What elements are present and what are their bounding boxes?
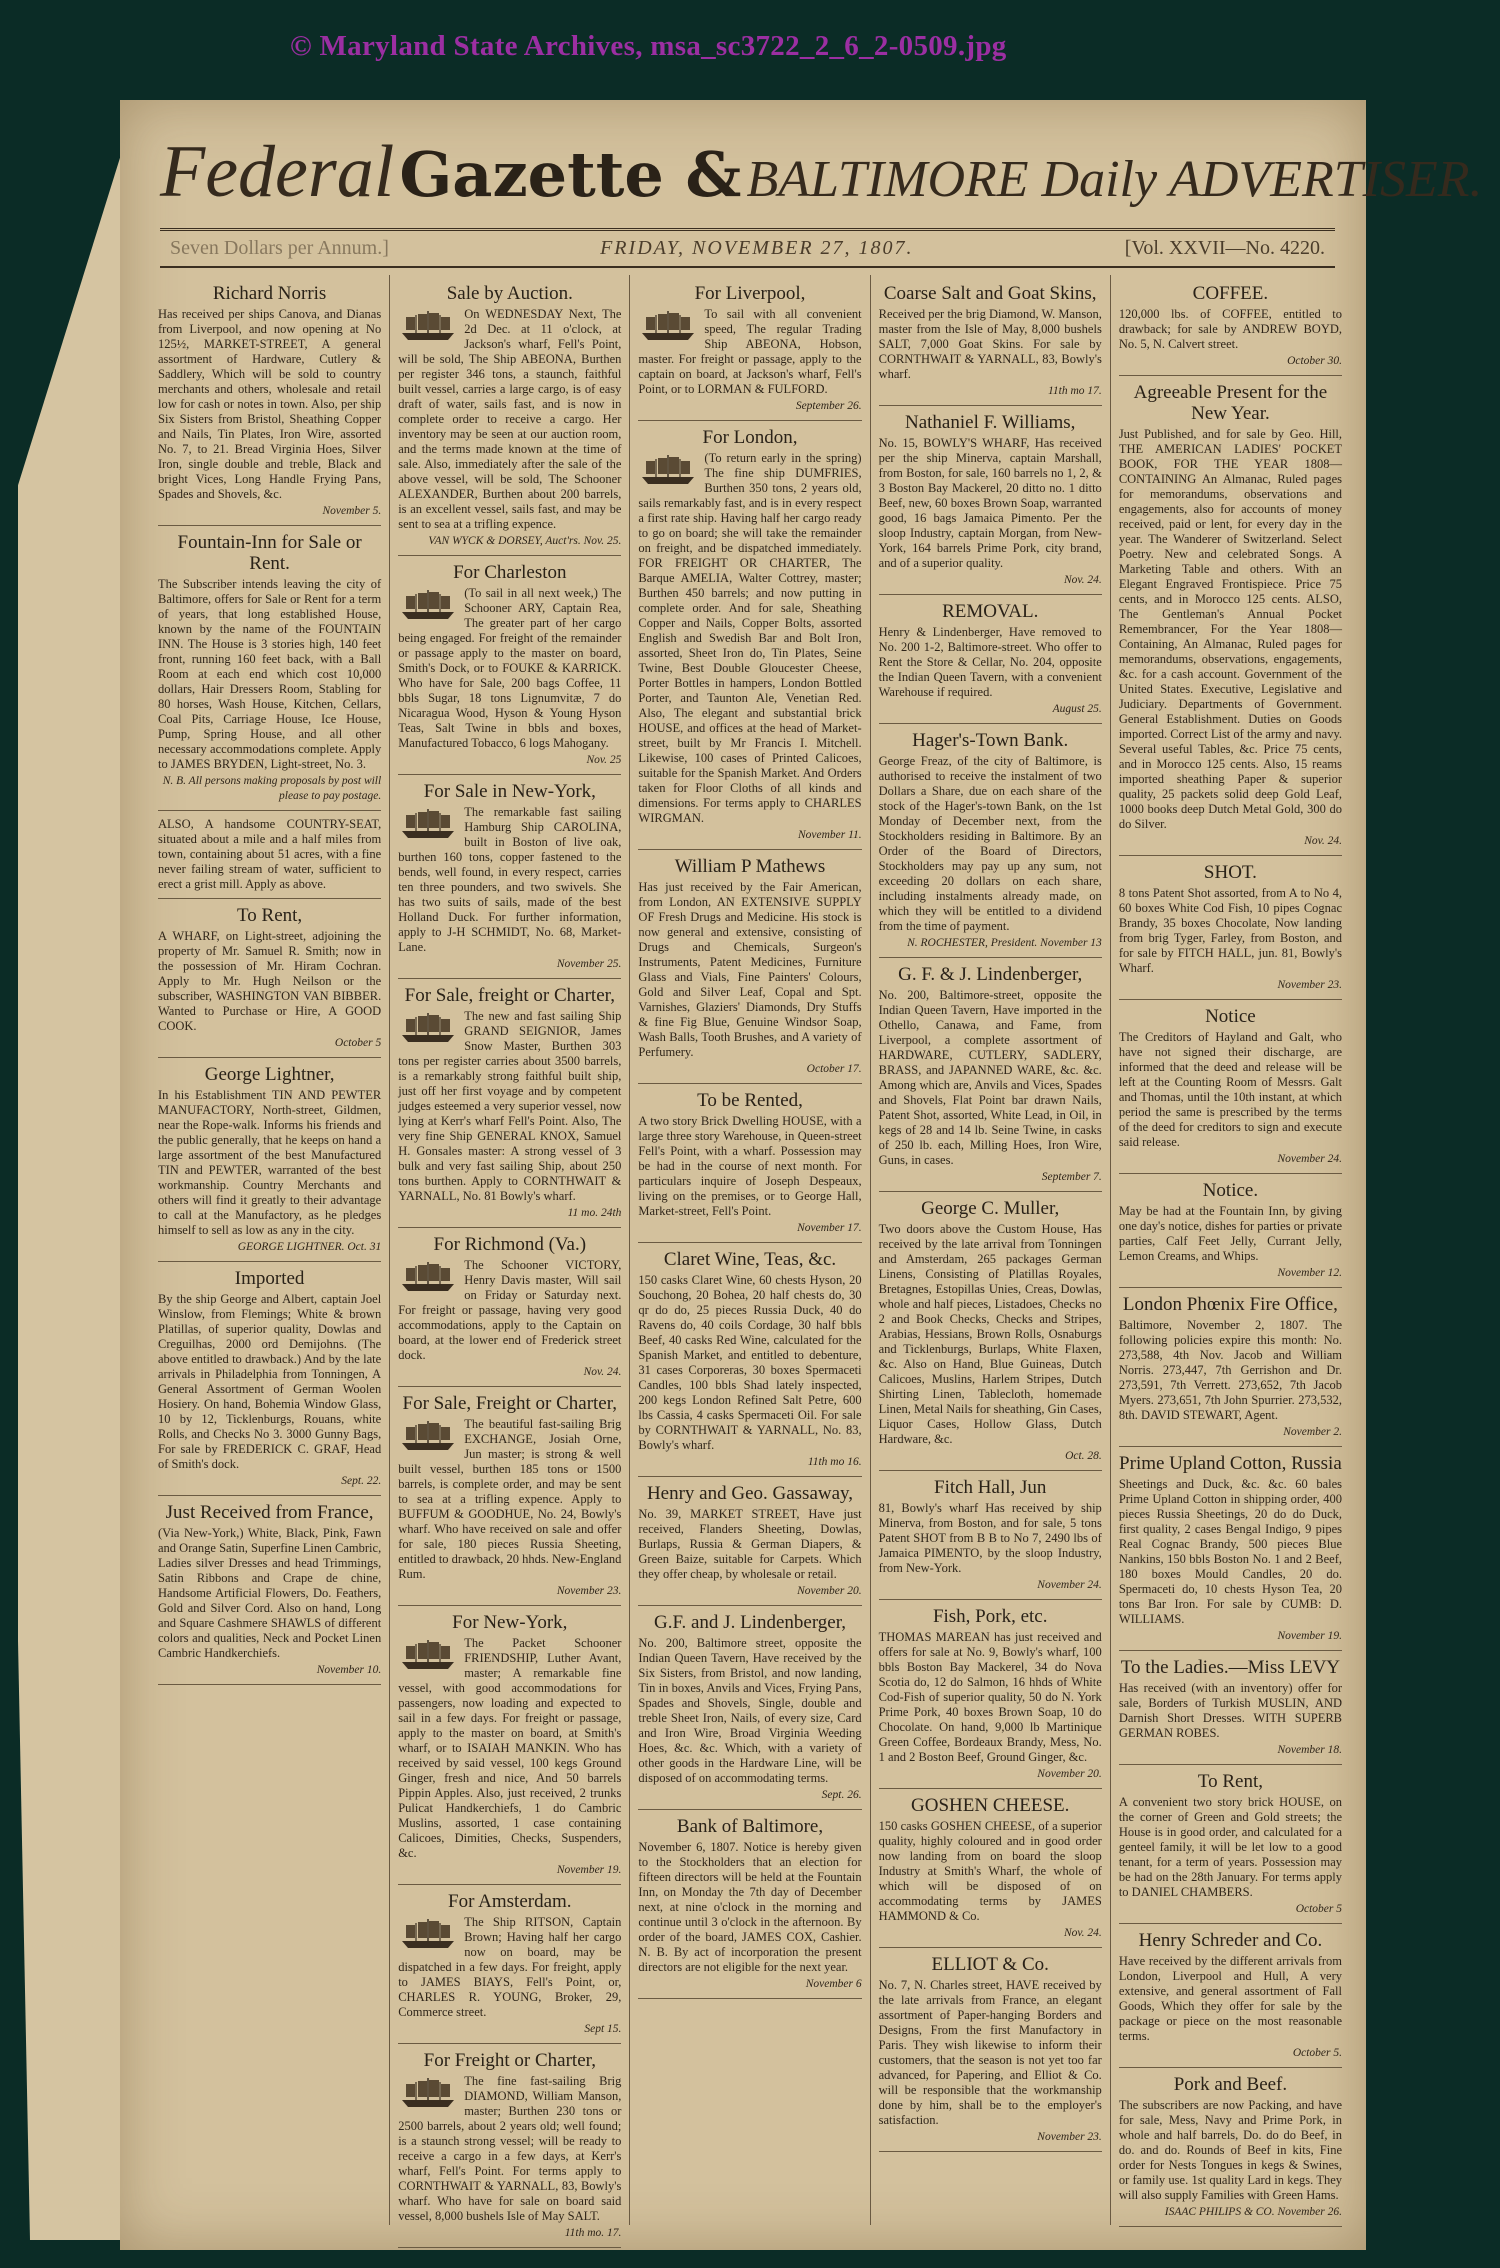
advertisement: [398, 781, 621, 979]
ad-title: For Amsterdam.: [448, 1891, 572, 1912]
advertisement: [638, 1816, 861, 1999]
advertisement: [398, 562, 621, 775]
ad-signature: November 11.: [797, 829, 862, 841]
advertisement: [398, 1612, 621, 1885]
ad-signature: November 6: [805, 1978, 862, 1990]
ad-title: Bank of Baltimore,: [676, 1816, 824, 1837]
advertisement: [638, 1612, 861, 1810]
advertisement: [1119, 1657, 1342, 1765]
ad-title: London Phœnix Fire Office,: [1122, 1294, 1338, 1315]
ad-body: Has just received by the Fair American, from London, AN EXTENSIVE SUPPLY OF Fresh Drugs and Medicine. His stock is now general and extensive, consisting of Drugs and Chemicals, Surgeon's Instruments, Patent Medicines, Furniture Glass and Vials, Fine Painters' Colours, Gold and Silver Leaf, Copal and Spt. Varnishes, Glaziers' Diamonds, Dry Stuffs & fine Fig Blue, Genuine Windsor Soap, Wash Balls, Tooth Brushes, and A variety of Perfumery.: [638, 880, 862, 1059]
ad-title: COFFEE.: [1192, 283, 1269, 304]
ad-signature: October 5: [334, 1037, 382, 1049]
ship-icon: [398, 1638, 458, 1672]
ad-title: Just Received from France,: [165, 1502, 374, 1523]
ad-body: A two story Brick Dwelling HOUSE, with a large three story Warehouse, in Queen-street Fell's Point, with a wharf. Possession may be had in the course of next month. For particulars inquire of Joseph Despeaux, living on the premises, or to George Hall, Market-street, Fell's Point.: [638, 1114, 862, 1218]
advertisement: [638, 283, 861, 421]
advertisement: [879, 283, 1102, 406]
ad-title: For Freight or Charter,: [423, 2050, 596, 2071]
ad-title: William P Mathews: [674, 856, 826, 877]
ad-body: By the ship George and Albert, captain Joel Winslow, from Flemings; White & brown Platillas, of superior quality, Dowlas and Creguilhas, 2000 ord Demijohns. (The above entitled to drawback.) And by the late arrivals in Philadelphia from Tonningen, A General Assortment of German Woolen Hosiery. On hand, Bohemia Window Glass, 10 by 12, Ticklenburgs, Rouans, white Rolls, and Checks No 3. 3000 Gunny Bags, For sale by FREDERICK C. GRAF, Head of Smith's dock.: [158, 1292, 382, 1471]
ad-title: Agreeable Present for the New Year.: [1133, 382, 1328, 424]
dateline: [160, 228, 1335, 268]
advertisement: [398, 1891, 621, 2044]
ad-body: Henry & Lindenberger, Have removed to No. 200 1-2, Baltimore-street. Who offer to Rent the Store & Cellar, No. 204, opposite the Indian Queen Tavern, with a convenient Warehouse if required.: [878, 625, 1102, 699]
ad-body: No. 7, N. Charles street, HAVE received by the late arrivals from France, an elegant assortment of Paper-hanging Borders and Designs, From the first Manufactory in Paris. They wish likewise to inform their customers, that the season is not yet too far advanced, for Papering, and Elliot & Co. will be responsible that the workmanship done by him, shall be to the employer's satisfaction.: [878, 1978, 1102, 2127]
newspaper-page: [120, 100, 1483, 2250]
ad-title: Claret Wine, Teas, &c.: [663, 1249, 837, 1270]
advertisement: [1119, 1006, 1342, 1174]
ship-icon: [638, 309, 698, 343]
ad-body: 81, Bowly's wharf Has received by ship Minerva, from Boston, and for sale, 5 tons Patent SHOT from B B to No 7, 2490 lbs of Jamaica PIMENTO, by the sloop Industry, from New-York.: [878, 1501, 1102, 1575]
advertisement: [158, 1268, 381, 1496]
ad-title: Nathaniel F. Williams,: [904, 412, 1076, 433]
advertisement: [1119, 382, 1342, 856]
ad-title: For Sale, freight or Charter,: [404, 985, 615, 1006]
ad-title: Richard Norris: [212, 283, 327, 304]
ad-signature: November 18.: [1277, 1744, 1343, 1756]
ad-signature: November 17.: [797, 1222, 862, 1234]
ship-icon: [638, 453, 698, 487]
ad-title: Notice.: [1202, 1180, 1259, 1201]
subscription-price: Seven Dollars per Annum.]: [170, 237, 389, 259]
advertisement: [398, 985, 621, 1228]
ad-signature: November 25.: [556, 958, 622, 970]
advertisement: [638, 1483, 861, 1606]
ad-signature: November 12.: [1277, 1267, 1343, 1279]
ad-title: Sale by Auction.: [446, 283, 573, 304]
ad-title: For Liverpool,: [694, 283, 806, 304]
ad-body: No. 39, MARKET STREET, Have just received, Flanders Sheeting, Dowlas, Burlaps, Russia & German Diapers, & Green Baize, suitable for Carpets. Which they offer cheap, by wholesale or retail.: [638, 1507, 862, 1581]
advertisement: [158, 532, 381, 811]
ad-signature: 11th mo 17.: [1048, 385, 1102, 397]
ad-title: For Charleston: [453, 562, 567, 583]
ad-title: Fountain-Inn for Sale or Rent.: [177, 532, 362, 574]
ad-signature: Oct. 28.: [1065, 1450, 1102, 1462]
ship-icon: [398, 807, 458, 841]
ad-body: On WEDNESDAY Next, The 2d Dec. at 11 o'clock, at Jackson's wharf, Fell's Point, will be sold, The Ship ABEONA, Burthen per register 346 tons, a staunch, faithful built vessel, carries a large cargo, is of easy draft of water, sails fast, and is now in complete order to receive a cargo. Her inventory may be seen at our auction room, and the terms made known at the time of sale. Also, immediately after the sale of the above vessel, will be sold, The Schooner ALEXANDER, Burthen about 200 barrels, is an excellent vessel, sails fast, and may be sent to sea at a trifling expence.: [398, 307, 622, 531]
ad-signature: August 25.: [1052, 703, 1102, 715]
advertisement: [638, 1090, 861, 1243]
advertisement: [879, 601, 1102, 724]
ad-title: G.F. and J. Lindenberger,: [653, 1612, 847, 1633]
advertisement: [1119, 2074, 1342, 2227]
advertisement: [1119, 1294, 1342, 1447]
ship-icon: [398, 1260, 458, 1294]
ad-signature: ISAAC PHILIPS & CO. November 26.: [1164, 2206, 1343, 2218]
ad-body: The fine fast-sailing Brig DIAMOND, William Manson, master; Burthen 230 tons or 2500 barrels, about 2 years old; well found; is a staunch strong vessel; will be ready to receive a cargo in a few days, at Kerr's wharf, Fell's Point. For terms apply to CORNTHWAIT & YARNALL, 83, Bowly's wharf. Who have for sale on board said vessel, 8,000 bushels Isle of May SALT.: [398, 2074, 622, 2223]
ad-signature: November 5.: [322, 505, 382, 517]
ad-body: Just Published, and for sale by Geo. Hill, THE AMERICAN LADIES' POCKET BOOK, FOR THE YEAR 1808—CONTAINING An Almanac, Ruled pages for memorandums, observations and engagements, also for accounts of money received, paid or lent, for every day in the year. The Wanderer of Switzerland. Select Poetry. New and celebrated Songs. A Marketing Table and others. With an Elegant Engraved Frontispiece. Price 75 cents, and in Morocco 125 cents. ALSO, The Gentleman's Annual Pocket Remembrancer, For the Year 1808—Containing, An Almanac, Ruled pages for memorandums, observations, engagements, &c. for a cash account. Government of the United States. Executive, Legislative and Judiciary. Departments of Government. General Establishment. Duties on Goods imported. Correct List of the army and navy. Several useful Tables, &c. Price 75 cents, and in Morocco 125 cents. Also, 15 reams imported sheathing Paper & superior quality, 25 packets solid deep Gold Leaf, 1000 books deep Dutch Metal Gold, 300 do do Silver.: [1118, 427, 1343, 831]
ad-signature: November 23.: [1277, 979, 1343, 991]
ad-body: In his Establishment TIN AND PEWTER MANUFACTORY, North-street, Gildmen, near the Rope-walk. Informs his friends and the public generally, that he keeps on hand a large assortment of the best Manufactured TIN and PEWTER, warranted of the best workmanship. Country Merchants and others will find it greatly to their advantage to call at the Manufactory, as he pledges himself to sell as low as any in the city.: [158, 1088, 382, 1237]
ship-icon: [398, 1917, 458, 1951]
ad-title: For Richmond (Va.): [433, 1234, 587, 1255]
ad-title: To the Ladies.—Miss LEVY: [1120, 1657, 1341, 1678]
ad-signature: November 2.: [1283, 1426, 1343, 1438]
ad-body: (Via New-York,) White, Black, Pink, Fawn and Orange Satin, Superfine Linen Cambric, Ladies silver Dresses and head Trimmings, Satin Ribbons and Crape de chine, Handsome Artificial Flowers, Do. Feathers, Gold and Silver Cord. Also on hand, Long and Square Cashmere SHAWLS of different colors and qualities, Neck and Pocket Linen Cambric Handkerchiefs.: [158, 1526, 382, 1660]
ad-body: (To return early in the spring) The fine ship DUMFRIES, Burthen 350 tons, 2 years old, sails remarkably fast, and is in every respect a first rate ship. Having half her cargo ready to go on board; she will take the remainder on freight, and be dispatched immediately. FOR FREIGHT OR CHARTER, The Barque AMELIA, Walter Cottrey, master; Burthen 450 barrels; and now putting in complete order. And for sale, Sheathing Copper and Nails, Copper Bolts, assorted English and Swedish Bar and Bolt Iron, assorted, Sheet Iron do, Tin Plates, Seine Twine, Best Double Gloucester Cheese, Porter Bottles in hampers, London Bottled Porter, and Taunton Ale, Venetian Red. Also, The elegant and substantial brick HOUSE, and offices at the head of Market-street, built by Mr Francis I. Mitchell. Likewise, 100 cases of Printed Calicoes, suitable for the Spanish Market. And Orders taken for Floor Cloths of all kinds and dimensions. For terms apply to CHARLES WIRGMAN.: [638, 451, 862, 825]
ad-signature: 11 mo. 24th: [567, 1207, 622, 1219]
advertisement: [879, 1795, 1102, 1948]
ad-body: THOMAS MAREAN has just received and offers for sale at No. 9, Bowly's wharf, 100 bbls Boston Bay Mackerel, 34 do Nova Scotia do, 12 do Salmon, 16 hhds of White Cod-Fish of superior quality, 50 do N. York Prime Pork, 40 boxes Brown Soap, 10 do Chocolate. On hand, 9,000 lb Martinique Green Coffee, Bordeaux Brandy, Mess, No. 1 and 2 Boston Beef, Ground Ginger, &c.: [878, 1630, 1102, 1764]
ship-icon: [398, 1419, 458, 1453]
ad-signature: November 24.: [1277, 1153, 1343, 1165]
ad-body: (To sail in all next week,) The Schooner ARY, Captain Rea, The greater part of her cargo being engaged. For freight of the remainder or passage apply to the master on board, Smith's Dock, or to FOUKE & KARRICK. Who have for Sale, 200 bags Coffee, 11 bbls Sugar, 18 tons Lignumvitæ, 7 do Nicaragua Wood, Hyson & Young Hyson Teas, Salt Twine in bbls and boxes, Manufactured Tobacco, 6 logs Mahogany.: [398, 586, 622, 750]
ad-title: Notice: [1205, 1006, 1256, 1027]
ad-body: 120,000 lbs. of COFFEE, entitled to drawback; for sale by ANDREW BOYD, No. 5, N. Calvert street.: [1118, 307, 1343, 351]
ship-icon: [398, 2076, 458, 2110]
ad-body: Sheetings and Duck, &c. &c. 60 bales Prime Upland Cotton in shipping order, 400 pieces Russia Sheetings, 20 do do Duck, first quality, 2 cases Bengal Indigo, 9 pipes Real Cognac Brandy, 500 pieces Blue Nankins, 150 bbls Boston No. 1 and 2 Beef, 180 boxes Mould Candles, 20 do. Spermaceti do, 10 chests Hyson Tea, 20 tons Bar Iron. For sale by CUMB: D. WILLIAMS.: [1118, 1477, 1343, 1626]
ad-signature: September 7.: [1041, 1171, 1102, 1183]
advertisement: [398, 1234, 621, 1387]
archive-watermark: © Maryland State Archives, msa_sc3722_2_6_2-0509.jpg: [290, 30, 1007, 62]
ad-body: ALSO, A handsome COUNTRY-SEAT, situated about a mile and a half miles from town, containing about 51 acres, with a fine never failing stream of water, sufficient to erect a grist mill. Apply as above.: [158, 817, 382, 891]
advertisement: [1119, 283, 1342, 376]
advertisement: [638, 427, 861, 850]
advertisement: [638, 1249, 861, 1477]
advertisement: [879, 1606, 1102, 1789]
ad-title: SHOT.: [1203, 862, 1257, 883]
ad-body: George Freaz, of the city of Baltimore, is authorised to receive the instalment of two Dollars a Share, due on each share of the stock of the Hager's-town Bank, on the 1st Monday of December next, from the Stockholders residing in Baltimore. By an Order of the Board of Directors, Stockholders may pay up any sum, not exceeding 20 dollars on each share, including instalments already made, on which they will be entitled to a dividend from the time of payment.: [878, 754, 1102, 933]
ad-signature: Nov. 25: [586, 754, 622, 766]
ship-icon: [398, 309, 458, 343]
masthead-baltimore: BALTIMORE Daily ADVERTISER.: [746, 151, 1483, 208]
ad-body: The remarkable fast sailing Hamburg Ship CAROLINA, built in Boston of live oak, burthen 160 tons, copper fastened to the bends, well found, in every respect, carries ten three pounders, and two swivels. She has two suits of sails, made of the best Holland Duck. For further information, apply to J-H SCHMIDT, No. 68, Market-Lane.: [398, 805, 622, 954]
ad-signature: Nov. 24.: [583, 1366, 622, 1378]
ad-signature: November 19.: [556, 1864, 622, 1876]
ad-title: ELLIOT & Co.: [931, 1954, 1049, 1975]
ad-body: The Schooner VICTORY, Henry Davis master, Will sail on Friday or Saturday next. For freight or passage, having very good accommodations, apply to the Captain on board, at the lower end of Frederick street dock.: [398, 1258, 622, 1362]
ad-title: To Rent,: [1197, 1771, 1263, 1792]
ad-body: Has received per ships Canova, and Dianas from Liverpool, and now opening at No 125½, MARKET-STREET, A general assortment of Hardware, Cutlery & Saddlery, Which will be sold to country merchants and others, wholesale and retail low for cash or notes in town. Also, per ship Six Sisters from Bristol, Sheathing Copper and Nails, Tin Plates, Iron Wire, assorted No. 7, to 21. Bread Virginia Hoes, Silver Iron, single double and treble, Black and bright Vices, Long Handle Frying Pans, Spades and Shovels, &c.: [158, 307, 382, 501]
ad-title: Coarse Salt and Goat Skins,: [883, 283, 1097, 304]
ad-title: G. F. & J. Lindenberger,: [898, 964, 1083, 985]
masthead-gazette: Gazette &: [399, 138, 742, 211]
ad-title: George Lightner,: [204, 1064, 335, 1085]
advertisement: [879, 964, 1102, 1192]
ad-body: The new and fast sailing Ship GRAND SEIGNIOR, James Snow Master, Burthen 303 tons per register carries about 3500 barrels, is a remarkably strong faithful built ship, just off her first voyage and by competent judges esteemed a very superior vessel, now lying at Kerr's wharf Fell's Point. Also, The very fine Ship GENERAL KNOX, Samuel H. Gonsales master: A strong vessel of 3 bulk and very fast sailing Ship, about 250 tons burthen. Apply to CORNTHWAIT & YARNALL, No. 81 Bowly's wharf.: [398, 1009, 622, 1203]
ad-title: For London,: [702, 427, 798, 448]
column-1: [150, 275, 390, 2225]
ad-body: The beautiful fast-sailing Brig EXCHANGE, Josiah Orne, Jun master; is strong & well built vessel, burthen 185 tons or 1500 barrels, is complete order, and may be sent to sea at a trifling expence. Apply to BUFFUM & GOODHUE, No. 24, Bowly's wharf. Who have received on sale and offer for sale, 180 pieces Russia Sheeting, entitled to drawback, 20 hhds. New-England Rum.: [398, 1417, 622, 1581]
ad-title: For New-York,: [452, 1612, 568, 1633]
ad-signature: VAN WYCK & DORSEY, Auct'rs. Nov. 25.: [428, 535, 622, 547]
advertisement: [158, 283, 381, 526]
ad-signature: Nov. 24.: [1064, 1927, 1102, 1939]
ad-title: Henry Schreder and Co.: [1138, 1930, 1323, 1951]
ad-body: No. 200, Baltimore street, opposite the Indian Queen Tavern, Have received by the Six Sisters, from Bristol, and now landing, Tin in boxes, Anvils and Vices, Frying Pans, Spades and Shovels, Single, double and treble Sheet Iron, Nails, of every size, Card and Iron Wire, Broad Virginia Weeding Hoes, &c. &c. Which, with a variety of other goods in the Hardware Line, will be disposed of on accommodating terms.: [638, 1636, 862, 1785]
volume-number: [Vol. XXVII—No. 4220.: [1124, 237, 1325, 259]
ad-signature: November 23.: [556, 1585, 622, 1597]
ad-signature: Nov. 24.: [1064, 574, 1102, 586]
ad-signature: September 26.: [795, 400, 862, 412]
ad-body: A WHARF, on Light-street, adjoining the property of Mr. Samuel R. Smith; now in the possession of Mr. Hiram Cochran. Apply to Mr. Hugh Neilson or the subscriber, WASHINGTON VAN BIBBER. Wanted to Purchase or Hire, A GOOD COOK.: [158, 929, 382, 1033]
ad-title: For Sale in New-York,: [423, 781, 596, 802]
ad-body: The Packet Schooner FRIENDSHIP, Luther Avant, master; A remarkable fine vessel, with good accommodations for passengers, now loading and expected to sail in a few days. For freight or passage, apply to the master on board, at Smith's wharf, or to ISAIAH MANKIN. Who has received by said vessel, 100 kegs Ground Ginger, fresh and nice, And 50 barrels Pippin Apples. Also, just received, 2 trunks Pulicat Handkerchiefs, 1 do Cambric Muslins, assorted, 1 case containing Calicoes, Dimities, Checks, Suspenders, &c.: [398, 1636, 622, 1860]
ad-body: Received per the brig Diamond, W. Manson, master from the Isle of May, 8,000 bushels SALT, 7,000 Goat Skins. For sale by CORNTHWAIT & YARNALL, 83, Bowly's wharf.: [878, 307, 1102, 381]
ad-signature: Sept. 22.: [341, 1475, 382, 1487]
ad-signature: Sept. 26.: [821, 1789, 862, 1801]
advertisement: [879, 412, 1102, 595]
ad-title: George C. Muller,: [921, 1198, 1060, 1219]
ad-signature: November 10.: [316, 1664, 382, 1676]
ad-title: Fitch Hall, Jun: [934, 1477, 1047, 1498]
ad-signature: N. ROCHESTER, President. November 13: [907, 937, 1102, 949]
ad-title: Pork and Beef.: [1173, 2074, 1288, 2095]
ad-title: To be Rented,: [697, 1090, 803, 1111]
ad-body: Has received (with an inventory) offer for sale, Borders of Turkish MUSLIN, AND Darnish Short Dresses. WITH SUPERB GERMAN ROBES.: [1118, 1681, 1343, 1740]
ad-body: To sail with all convenient speed, The regular Trading Ship ABEONA, Hobson, master. For freight or passage, apply to the captain on board, at Jackson's wharf, Fell's Point, or to LORMAN & FULFORD.: [638, 307, 862, 396]
ad-body: Have received by the different arrivals from London, Liverpool and Hull, A very extensive, and general assortment of Fall Goods, Which they offer for sale by the package or piece on the most reasonable terms.: [1118, 1954, 1343, 2043]
advertisement: [398, 1393, 621, 1606]
advertisement: [879, 730, 1102, 958]
ad-signature: Nov. 24.: [1304, 835, 1343, 847]
ad-title: To Rent,: [237, 905, 303, 926]
ad-title: Imported: [234, 1268, 305, 1289]
ad-signature: October 17.: [806, 1063, 862, 1075]
column-3: [630, 275, 870, 2225]
advertisement: [879, 1954, 1102, 2152]
ad-signature: 11th mo. 17.: [564, 2227, 622, 2239]
ad-body: 150 casks GOSHEN CHEESE, of a superior quality, highly coloured and in good order now landing from on board the sloop Industry at Smith's Wharf, the whole of which will be disposed of on accommodating terms by JAMES HAMMOND & Co.: [878, 1819, 1102, 1923]
advertisement: [879, 1198, 1102, 1471]
ad-body: Baltimore, November 2, 1807. The following policies expire this month: No. 273,588, 4th Nov. Jacob and William Norris. 273,447, 7th Gerrishon and Dr. 273,591, 7th Verrett. 273,652, 7th Jacob Myers. 273,651, 7th John Spurrier. 273,532, 8th. DAVID STEWART, Agent.: [1118, 1318, 1343, 1422]
advertisement: [158, 1502, 381, 1685]
ad-body: The Ship RITSON, Captain Brown; Having half her cargo now on board, may be dispatched in a few days. For freight, apply to JAMES BIAYS, Fell's Point, or, CHARLES R. YOUNG, Broker, 29, Commerce street.: [398, 1915, 622, 2019]
ad-signature: N. B. All persons making proposals by post will please to pay postage.: [162, 775, 382, 802]
ad-body: May be had at the Fountain Inn, by giving one day's notice, dishes for parties or private parties, Calf Feet Jelly, Currant Jelly, Lemon Creams, and Whips.: [1118, 1204, 1343, 1263]
column-2: [390, 275, 630, 2239]
ad-body: The Subscriber intends leaving the city of Baltimore, offers for Sale or Rent for a term of years, that long established House, known by the name of the FOUNTAIN INN. The House is 3 stories high, 140 feet front, running 160 feet back, with a Ball Room at each end which cost 10,000 dollars, Hair Dressers Room, Stabling for 80 horses, Wash House, Kitchen, Cellars, Coal Pits, Carriage House, Ice House, Pump, Spring House, and all other necessary accommodations complete. Apply to JAMES BRYDEN, Light-street, No. 3.: [158, 577, 382, 771]
ad-signature: Sept 15.: [584, 2023, 622, 2035]
ad-signature: GEORGE LIGHTNER. Oct. 31: [237, 1241, 382, 1253]
ad-signature: October 30.: [1287, 355, 1343, 367]
ad-title: GOSHEN CHEESE.: [911, 1795, 1070, 1816]
ad-title: REMOVAL.: [942, 601, 1039, 622]
ad-body: No. 15, BOWLY'S WHARF, Has received per the ship Minerva, captain Marshall, from Boston, for sale, 160 barrels no 1, 2, & 3 Boston Bay Mackerel, 20 ditto no. 1 ditto Beef, new, 60 boxes Brown Soap, warranted good, 16 bags Jamaica Pimento. Per the sloop Industry, captain Morgan, from New-York, 164 barrels Prime Pork, city brand, and of a superior quality.: [878, 436, 1102, 570]
ad-body: Two doors above the Custom House, Has received by the late arrival from Tonningen and Amsterdam, 265 packages German Linens, Consisting of Platillas Royales, Bretagnes, Estopillas Unies, Creas, Dowlas, whole and half pieces, Listadoes, Checks no 2 and Book Checks, Checks and Stripes, Arabias, Hessians, Brown Rolls, Osnaburgs and Ticklenburgs, Burlaps, White Flaxen, &c. Also on Hand, Blue Guineas, Dutch Calicoes, Muslins, Harlem Stripes, Dutch Shirting Linen, Tablecloth, homemade Linen, Metal Nails for sheathing, Gin Cases, Liquor Cases, Hollow Glass, Dutch Hardware, &c.: [878, 1222, 1102, 1446]
issue-date: FRIDAY, NOVEMBER 27, 1807.: [600, 237, 914, 259]
advertisement: [1119, 1180, 1342, 1288]
ad-signature: November 23.: [1037, 2131, 1102, 2143]
advertisement: [638, 856, 861, 1084]
ad-title: For Sale, Freight or Charter,: [402, 1393, 618, 1414]
advertisement: [879, 1477, 1102, 1600]
advertisement: [158, 905, 381, 1058]
ad-signature: November 20.: [797, 1585, 862, 1597]
ship-icon: [398, 1011, 458, 1045]
ad-body: The Creditors of Hayland and Galt, who have not signed their discharge, are informed that the deed and release will be left at the Counting Room of Messrs. Galt and Thomas, until the 10th instant, at which period the same is prescribed by the terms of the deed for creditors to sign and execute said release.: [1118, 1030, 1343, 1149]
ad-body: A convenient two story brick HOUSE, on the corner of Green and Gold streets; the House is in good order, and calculated for a genteel family, it will be let low to a good tenant, for a term of years. Possession may be had on the 28th January. For terms apply to DANIEL CHAMBERS.: [1118, 1795, 1343, 1899]
advertisement: [1119, 1930, 1342, 2068]
ad-signature: October 5.: [1292, 2047, 1343, 2059]
advertisement: [158, 1064, 381, 1262]
masthead-federal: Federal: [160, 131, 395, 213]
ad-title: Fish, Pork, etc.: [932, 1606, 1048, 1627]
advertisement: [1119, 862, 1342, 1000]
ad-signature: October 5: [1295, 1903, 1343, 1915]
ad-body: 150 casks Claret Wine, 60 chests Hyson, 20 Souchong, 20 Bohea, 20 half chests do, 30 qr do do, 25 pieces Russia Duck, 40 do Ravens do, 40 coils Cordage, 30 half bbls Beef, 40 casks Red Wine, calculated for the Spanish Market, and entitled to debenture, 31 cases Corporeras, 30 boxes Spermaceti Candles, 100 bbls Shad lately inspected, 200 kegs London Refined Salt Petre, 600 lbs Cassia, 4 casks Spermaceti Oil. For sale by CORNTHWAIT & YARNALL, No. 83, Bowly's wharf.: [638, 1273, 862, 1452]
advertisement: [158, 817, 381, 899]
ad-body: 8 tons Patent Shot assorted, from A to No 4, 60 boxes White Cod Fish, 10 pipes Cognac Brandy, 35 boxes Chocolate, Now landing from brig Tyger, Farley, from Boston, and for sale by FITCH HALL, jun. 81, Bowly's Wharf.: [1118, 886, 1343, 975]
ad-signature: November 24.: [1037, 1579, 1102, 1591]
ad-title: Henry and Geo. Gassaway,: [646, 1483, 854, 1504]
ship-icon: [398, 588, 458, 622]
advertisement: [1119, 1771, 1342, 1924]
ad-body: No. 200, Baltimore-street, opposite the Indian Queen Tavern, Have imported in the Othello, Canawa, and Fame, from Liverpool, a complete assortment of HARDWARE, CUTLERY, SADLERY, BRASS, and JAPANNED WARE, &c. &c. Among which are, Anvils and Vices, Spades and Shovels, Flat Point bar drawn Nails, Patent Shot, assorted, White Lead, in Oil, in kegs of 28 and 14 lb. Seine Twine, in casks of 250 lb. each, Milling Hoes, Iron Wire, Guns, in cases.: [878, 988, 1102, 1167]
ad-signature: November 20.: [1037, 1768, 1102, 1780]
ad-body: November 6, 1807. Notice is hereby given to the Stockholders that an election for fifteen directors will be held at the Fountain Inn, on Monday the 7th day of December next, at nine o'clock in the morning and continue until 3 o'clock in the afternoon. By order of the board, JAMES COX, Cashier. N. B. By act of incorporation the present directors are not eligible for the next year.: [638, 1840, 862, 1974]
advertisement: [398, 283, 621, 556]
advertisement: [398, 2050, 621, 2248]
column-4: [871, 275, 1111, 2225]
ad-signature: November 19.: [1277, 1630, 1343, 1642]
column-5: [1111, 275, 1350, 2225]
ad-title: Prime Upland Cotton, Russia: [1119, 1453, 1342, 1474]
advertisement: [1119, 1453, 1342, 1651]
ad-title: Hager's-Town Bank.: [912, 730, 1069, 751]
ad-body: The subscribers are now Packing, and have for sale, Mess, Navy and Prime Pork, in whole and half barrels, Do. do do Beef, in do. and do. Rounds of Beef in kits, Fine order for Nests Tongues in kegs & Swines, or family use. 1st quality Lard in kegs. They will also supply Families with Green Hams.: [1118, 2098, 1343, 2202]
columns: [150, 275, 1350, 2239]
ad-signature: 11th mo 16.: [807, 1456, 862, 1468]
